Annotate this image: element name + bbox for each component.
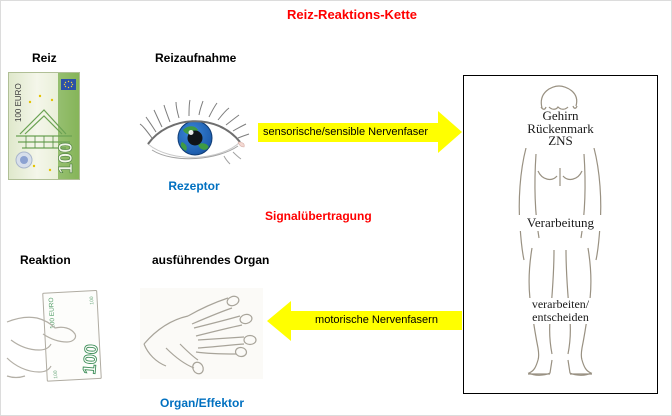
sensory-arrow bbox=[258, 111, 462, 153]
yellow-left-arrow-head bbox=[267, 301, 291, 341]
page-title: Reiz-Reaktions-Kette bbox=[287, 7, 418, 22]
banknote-denomination-text: 100 EURO bbox=[14, 83, 23, 122]
label-ausfuehrendes-organ: ausführendes Organ bbox=[152, 253, 270, 267]
label-reiz: Reiz bbox=[32, 51, 57, 65]
eu-flag-icon bbox=[61, 79, 76, 90]
note-corner-value: 100 bbox=[52, 370, 60, 379]
zns-line-gehirn: Gehirn bbox=[542, 108, 579, 123]
label-reizaufnahme: Reizaufnahme bbox=[155, 51, 237, 65]
motor-arrow bbox=[267, 301, 462, 341]
decision-line-1: verarbeiten/ bbox=[531, 297, 590, 311]
open-hand-image bbox=[140, 288, 263, 379]
yellow-right-arrow-head bbox=[438, 111, 462, 153]
label-signaluebertragung: Signalübertragung bbox=[265, 209, 372, 223]
eye-image bbox=[138, 98, 250, 175]
zns-box bbox=[463, 75, 658, 394]
open-hand-icon bbox=[140, 288, 263, 379]
note-denomination-text: 100 EURO bbox=[47, 297, 57, 330]
banknote-value-text: 100 bbox=[56, 142, 77, 174]
hand-with-banknote-image bbox=[5, 288, 107, 386]
note-corner-value: 100 bbox=[88, 296, 96, 305]
motor-arrow-label: motorische Nervenfasern bbox=[315, 314, 438, 326]
decision-labels bbox=[504, 298, 617, 324]
banknote-image bbox=[8, 72, 80, 180]
zns-line-zns: ZNS bbox=[548, 133, 573, 148]
100-euro-banknote-icon bbox=[8, 72, 80, 180]
sensory-arrow-label: sensorische/sensible Nervenfaser bbox=[263, 126, 429, 138]
decision-line-2: entscheiden bbox=[532, 310, 589, 324]
zns-line-rueckenmark: Rückenmark bbox=[527, 120, 594, 136]
label-reaktion: Reaktion bbox=[20, 253, 71, 267]
hand-holding-banknote-icon bbox=[5, 288, 107, 386]
label-organ-effektor: Organ/Effektor bbox=[159, 396, 244, 410]
zns-labels bbox=[494, 110, 627, 148]
label-verarbeitung: Verarbeitung bbox=[494, 215, 627, 231]
label-rezeptor: Rezeptor bbox=[168, 179, 220, 193]
eye-globe-iris-icon bbox=[138, 98, 250, 175]
note-big-value: 100 bbox=[79, 343, 102, 376]
